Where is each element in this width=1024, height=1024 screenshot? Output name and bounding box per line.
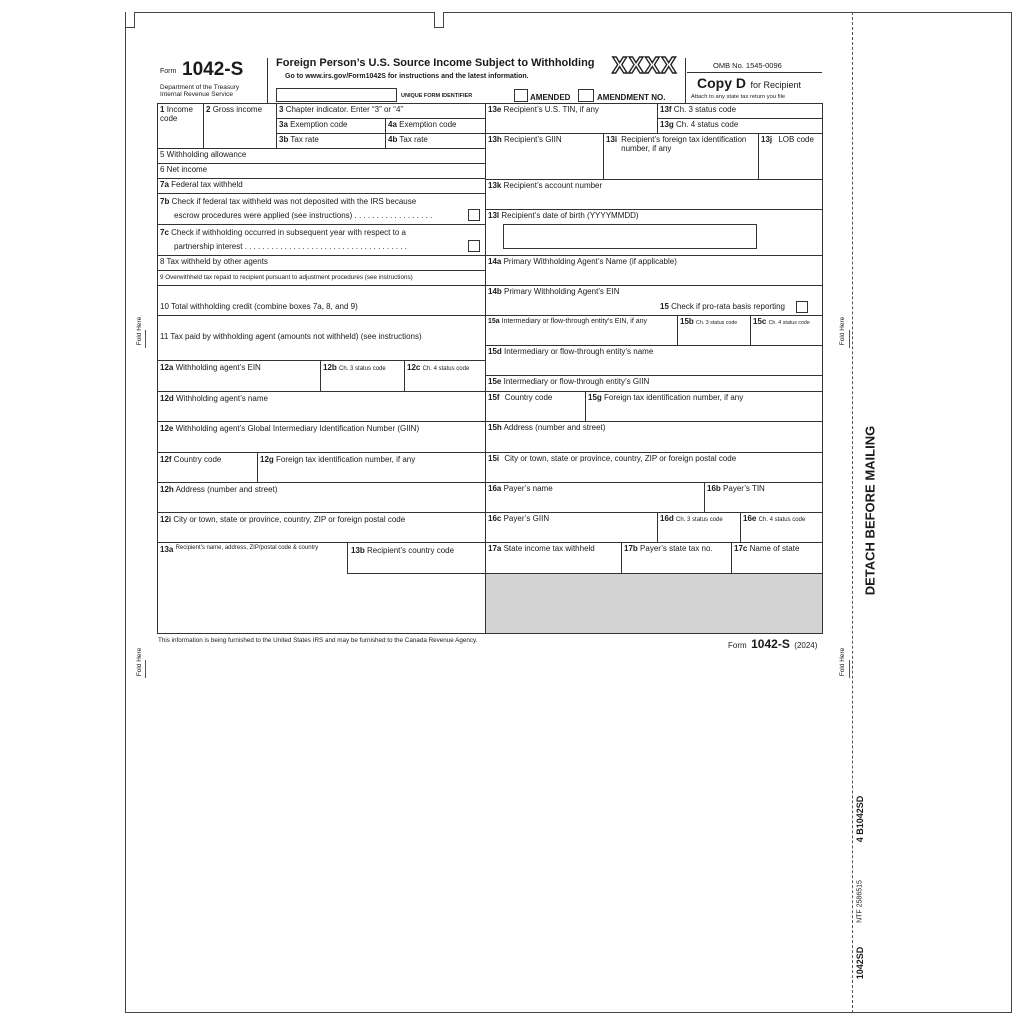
department-block [160,84,239,98]
box-15h-intermediary-address[interactable]: 15h Address (number and street) [488,423,606,432]
amendment-number-field[interactable] [578,89,594,102]
omb-rule [687,72,822,73]
box-8-tax-withheld-other-agents[interactable]: 8 Tax withheld by other agents [160,257,268,266]
shaded-area [486,574,822,633]
watermark-xxxx: XXXX [612,52,678,78]
box-13g-ch4-status[interactable]: 13g Ch. 4 status code [660,120,739,129]
box-13h-recipient-giin[interactable]: 13h Recipient’s GIIN [488,135,562,144]
footer-year: (2024) [794,641,818,650]
dept-line: Department of the Treasury [160,84,240,91]
box-1-income-code[interactable]: 1 Income code [160,105,193,123]
box-12c-ch4-status[interactable]: 12c Ch. 4 status code [407,363,470,372]
box-3a-exemption-code[interactable]: 3a Exemption code [279,120,348,129]
box-16c-payer-giin[interactable]: 16c Payer’s GIIN [488,514,550,523]
amended-checkbox[interactable] [514,89,528,102]
amendment-no-label: AMENDMENT NO. [597,93,666,102]
box-12h-agent-address[interactable]: 12h Address (number and street) [160,485,278,494]
form-number: 1042-S [182,59,244,80]
grid-line [157,315,485,316]
box-15g-foreign-tin[interactable]: 15g Foreign tax identification number, if any [588,393,744,402]
copy-block [697,75,801,93]
box-15-pro-rata-checkbox[interactable] [796,301,808,313]
box-11-tax-paid[interactable]: 11 Tax paid by withholding agent (amounts not withheld) (see instructions) [160,332,422,341]
box-16d-ch3-status[interactable]: 16d Ch. 3 status code [660,514,723,523]
copy-label: Copy D [697,75,746,91]
box-17b-payer-state-tax-no[interactable]: 17b Payer’s state tax no. [624,544,713,553]
box-7b-escrow: 7b Check if federal tax withheld was not deposited with the IRS because escrow procedures were applied (see instructions) . . . . . . . . . . . . . . . . . . [160,197,433,220]
tractor-tab-center [434,12,444,28]
fold-here-label: Fold Here [135,316,143,346]
box-12f-country-code[interactable]: 12f Country code [160,455,222,464]
fold-mark [849,330,850,348]
box-15f-country-code[interactable]: 15f Country code [488,393,553,402]
box-16a-payer-name[interactable]: 16a Payer’s name [488,484,553,493]
fold-mark [145,660,146,678]
box-12g-foreign-tin[interactable]: 12g Foreign tax identification number, if any [260,455,416,464]
footer-note: This information is being furnished to the United States IRS and may be furnished to the Canada Revenue Agency. [158,637,478,644]
box-5-withholding-allowance[interactable]: 5 Withholding allowance [160,150,247,159]
fold-mark [849,660,850,678]
box-12b-ch3-status[interactable]: 12b Ch. 3 status code [323,363,386,372]
box-17c-name-of-state[interactable]: 17c Name of state [734,544,800,553]
box-2-gross-income[interactable]: 2 Gross income [206,105,263,114]
box-15d-intermediary-name[interactable]: 15d Intermediary or flow-through entity’s name [488,347,654,356]
box-16e-ch4-status[interactable]: 16e Ch. 4 status code [743,514,806,523]
footer-form-id [728,635,817,653]
attach-note: Attach to any state tax return you file [691,94,786,100]
omb-number: OMB No. 1545-0096 [713,61,782,70]
box-15a-intermediary-ein[interactable]: 15a Intermediary or flow-through entity’s EIN, if any [488,318,648,325]
box-15e-intermediary-giin[interactable]: 15e Intermediary or flow-through entity’s GIIN [488,377,650,386]
box-13f-ch3-status[interactable]: 13f Ch. 3 status code [660,105,737,114]
box-14a-primary-agent-name[interactable]: 14a Primary Withholding Agent’s Name (if applicable) [488,257,677,266]
box-15b-ch3-status[interactable]: 15b Ch. 3 status code [680,317,738,326]
fold-here-label: Fold Here [838,316,846,346]
box-3b-tax-rate[interactable]: 3b Tax rate [279,135,319,144]
fold-here-label: Fold Here [838,647,846,677]
box-15c-ch4-status[interactable]: 15c Ch. 4 status code [753,317,810,326]
copy-for: for Recipient [750,80,801,90]
tractor-tab-left [125,12,135,28]
box-7b-checkbox[interactable] [468,209,480,221]
footer-form-prefix: Form [728,641,747,650]
box-12i-agent-city[interactable]: 12i City or town, state or province, country, ZIP or foreign postal code [160,515,406,524]
box-13j-lob-code[interactable]: 13j LOB code [761,135,814,144]
box-7c-subsequent-year: 7c Check if withholding occurred in subsequent year with respect to a partnership interest . . . . . . . . . . . . . . . . . . . . . . . . . . . . . . . . . . . . . [160,228,407,251]
box-6-net-income[interactable]: 6 Net income [160,165,208,174]
form-prefix: Form [160,68,177,75]
header-divider [685,58,686,103]
detach-perforation [852,12,853,1013]
box-13i-recipient-foreign-tin[interactable]: 13i Recipient’s foreign tax identification number, if any [606,135,747,153]
box-4a-exemption-code[interactable]: 4a Exemption code [388,120,457,129]
ufi-label: UNIQUE FORM IDENTIFIER [401,93,473,99]
box-13l-label: 13l Recipient’s date of birth (YYYYMMDD) [488,211,639,220]
form-code: 4 B1042SD [855,795,865,843]
box-3-chapter-indicator[interactable]: 3 Chapter indicator. Enter “3” or “4” [279,105,404,114]
form-code-bottom: 1042SD [855,946,865,980]
form-title: Foreign Person’s U.S. Source Income Subject to Withholding [276,57,595,69]
detach-label: DETACH BEFORE MAILING [862,425,878,596]
box-4b-tax-rate[interactable]: 4b Tax rate [388,135,428,144]
box-13k-recipient-account[interactable]: 13k Recipient’s account number [488,181,603,190]
box-13l-dob-field[interactable] [503,224,757,249]
box-14b-primary-agent-ein[interactable]: 14b Primary Withholding Agent’s EIN [488,287,620,296]
box-16b-payer-tin[interactable]: 16b Payer’s TIN [707,484,765,493]
unique-form-identifier-field[interactable] [276,88,397,102]
box-9-overwithheld-tax[interactable]: 9 Overwithheld tax repaid to recipient pursuant to adjustment procedures (see instructions) [160,274,413,281]
box-12d-agent-name[interactable]: 12d Withholding agent’s name [160,394,268,403]
box-13e-recipient-us-tin[interactable]: 13e Recipient’s U.S. TIN, if any [488,105,599,114]
box-10-total-withholding-credit[interactable]: 10 Total withholding credit (combine boxes 7a, 8, and 9) [160,302,358,311]
dept-line: Internal Revenue Service [160,91,233,98]
box-12e-agent-giin[interactable]: 12e Withholding agent’s Global Intermediary Identification Number (GIIN) [160,424,420,433]
box-7c-checkbox[interactable] [468,240,480,252]
box-13b-recipient-country-code[interactable]: 13b Recipient’s country code [351,546,455,555]
box-7a-federal-tax-withheld[interactable]: 7a Federal tax withheld [160,180,243,189]
header-divider [267,58,268,103]
box-15i-intermediary-city[interactable]: 15i City or town, state or province, country, ZIP or foreign postal code [488,454,737,463]
box-13a-recipient-name-address[interactable]: 13a Recipient’s name, address, ZIP/postal code & country [160,545,319,554]
grid-line [157,285,485,286]
amended-label: AMENDED [530,93,571,102]
fold-here-label: Fold Here [135,647,143,677]
footer-form-number: 1042-S [751,637,790,651]
form-subtitle: Go to www.irs.gov/Form1042S for instructions and the latest information. [285,73,529,80]
box-12a-agent-ein[interactable]: 12a Withholding agent’s EIN [160,363,261,372]
box-17a-state-tax-withheld[interactable]: 17a State income tax withheld [488,544,595,553]
ntf-code: NTF 2586515 [856,880,864,923]
fold-mark [145,330,146,348]
box-15-label: 15 Check if pro-rata basis reporting [660,302,785,311]
